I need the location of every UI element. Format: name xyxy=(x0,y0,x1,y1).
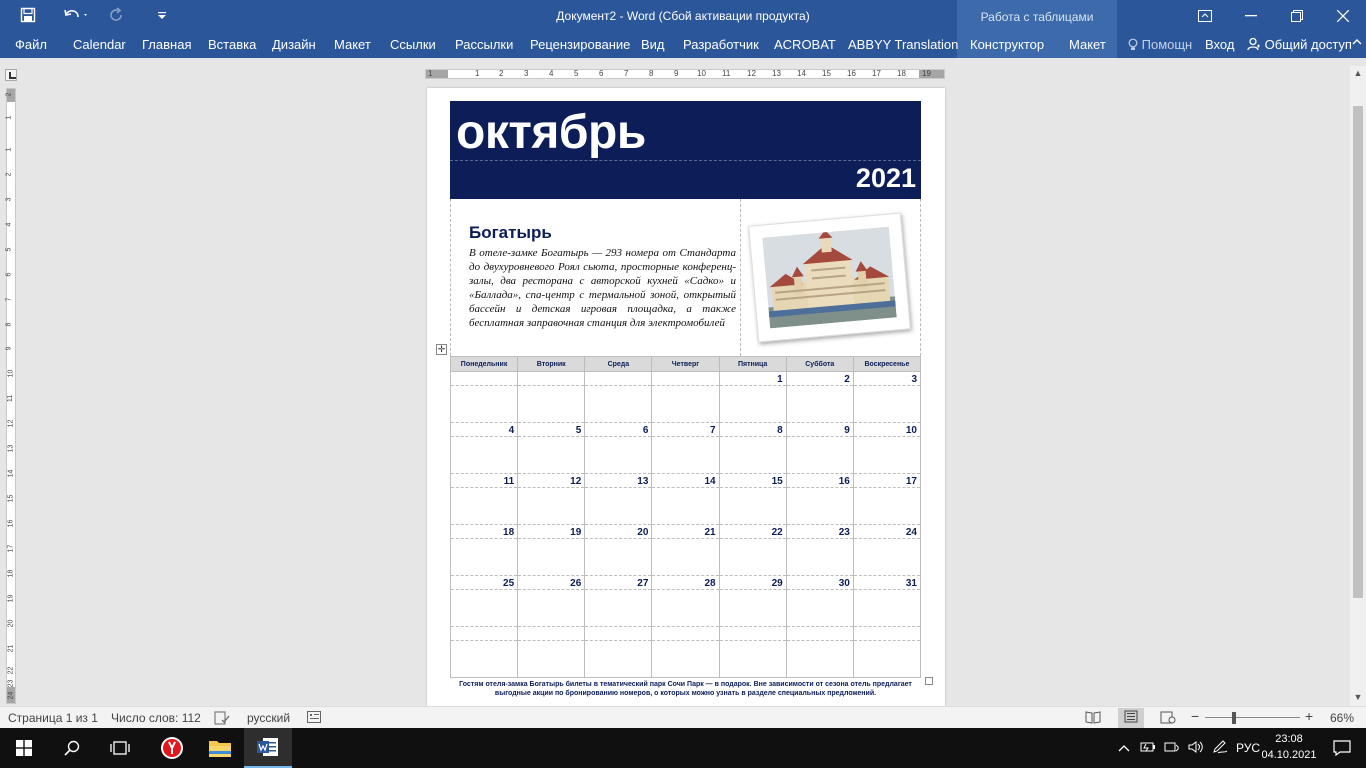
tab-view[interactable]: Вид xyxy=(641,37,665,52)
day-number-cell[interactable]: 4 xyxy=(451,423,518,437)
ruler-label: 11 xyxy=(722,69,731,78)
day-number-cell[interactable] xyxy=(585,372,652,386)
footer-note[interactable]: Гостям отеля-замка Богатырь билеты в тематический парк Сочи Парк — в подарок. Вне зависимости от сезона отель предлагает выгодные акции по бронированию номеров, о которых можно узнать в разделе специальных предложений. xyxy=(459,681,912,697)
day-notes-cell[interactable] xyxy=(451,590,518,627)
ruler-label: 8 xyxy=(5,322,13,327)
weekday-header[interactable]: Вторник xyxy=(518,357,585,372)
weekday-header[interactable]: Четверг xyxy=(652,357,719,372)
tab-table-design[interactable]: Конструктор xyxy=(970,37,1045,52)
search-icon[interactable] xyxy=(48,728,96,768)
ruler-label: 13 xyxy=(772,69,781,78)
notifications-icon[interactable] xyxy=(1318,728,1366,768)
table-move-handle[interactable]: ✛ xyxy=(437,344,446,354)
day-number-cell[interactable]: 13 xyxy=(585,474,652,488)
day-number-cell[interactable] xyxy=(518,627,585,641)
ruler-label: 7 xyxy=(624,69,629,78)
day-number-cell[interactable]: 3 xyxy=(853,372,920,386)
tab-mailings[interactable]: Рассылки xyxy=(455,37,514,52)
day-notes-cell[interactable] xyxy=(719,386,786,423)
tell-me-label: Помощн xyxy=(1141,37,1193,52)
day-number-cell[interactable]: 8 xyxy=(719,423,786,437)
day-notes-cell[interactable] xyxy=(518,488,585,525)
ruler-label: 5 xyxy=(574,69,579,78)
windows-taskbar xyxy=(0,728,1366,768)
day-number-cell[interactable]: 22 xyxy=(719,525,786,539)
day-number-cell[interactable]: 2 xyxy=(786,372,853,386)
week-notes-row xyxy=(451,437,921,474)
ruler-label: 2 xyxy=(499,69,504,78)
day-notes-cell[interactable] xyxy=(585,488,652,525)
task-view-icon[interactable] xyxy=(96,728,144,768)
day-number-cell[interactable]: 25 xyxy=(451,576,518,590)
day-notes-cell[interactable] xyxy=(652,590,719,627)
ruler-label: 18 xyxy=(897,69,906,78)
ribbon-display-icon[interactable] xyxy=(1182,0,1228,32)
day-notes-cell[interactable] xyxy=(786,539,853,576)
windows-start-icon[interactable] xyxy=(0,728,48,768)
day-notes-cell[interactable] xyxy=(518,539,585,576)
ruler-label: 1 xyxy=(5,147,13,152)
read-mode-icon[interactable] xyxy=(1085,711,1101,727)
ruler-label: 6 xyxy=(5,272,13,277)
week-date-row xyxy=(451,525,921,539)
ruler-label: 10 xyxy=(7,369,15,378)
day-notes-cell[interactable] xyxy=(853,488,920,525)
ruler-label: 1 xyxy=(428,69,433,78)
ruler-label: 1 xyxy=(5,115,13,120)
day-notes-cell[interactable] xyxy=(853,590,920,627)
zoom-out-button[interactable]: − xyxy=(1191,708,1200,724)
page-count[interactable]: Страница 1 из 1 xyxy=(8,711,98,725)
ruler-label: 5 xyxy=(5,247,13,252)
power-icon[interactable] xyxy=(1140,740,1156,757)
day-notes-cell[interactable] xyxy=(853,641,920,678)
day-notes-cell[interactable] xyxy=(786,437,853,474)
day-number-cell[interactable]: 6 xyxy=(585,423,652,437)
day-notes-cell[interactable] xyxy=(585,590,652,627)
day-number-cell[interactable]: 18 xyxy=(451,525,518,539)
ruler-label: 10 xyxy=(697,69,706,78)
day-notes-cell[interactable] xyxy=(451,386,518,423)
clock[interactable] xyxy=(1253,731,1325,763)
day-number-cell[interactable] xyxy=(585,627,652,641)
lightbulb-icon xyxy=(1128,38,1138,51)
tab-layout[interactable]: Макет xyxy=(334,37,371,52)
day-number-cell[interactable]: 30 xyxy=(786,576,853,590)
print-layout-icon[interactable] xyxy=(1118,708,1144,728)
weekday-header[interactable]: Среда xyxy=(585,357,652,372)
tab-review[interactable]: Рецензирование xyxy=(530,37,631,52)
share-person-icon xyxy=(1247,37,1261,51)
scroll-up-icon[interactable]: ▲ xyxy=(1353,68,1363,78)
tab-table-layout[interactable]: Макет xyxy=(1069,37,1106,52)
zoom-slider[interactable] xyxy=(1205,717,1300,718)
day-number-cell[interactable] xyxy=(451,627,518,641)
ruler-label: 9 xyxy=(674,69,679,78)
macro-recording-icon[interactable] xyxy=(307,711,321,726)
network-icon[interactable] xyxy=(1164,740,1180,757)
zoom-in-button[interactable]: + xyxy=(1305,708,1314,724)
ruler-label: 19 xyxy=(7,594,15,603)
context-tab-label: Работа с таблицами xyxy=(957,0,1117,32)
ruler-label: 16 xyxy=(7,519,15,528)
day-notes-cell[interactable] xyxy=(786,386,853,423)
ruler-label: 20 xyxy=(7,619,15,628)
ruler-label: 3 xyxy=(524,69,529,78)
ribbon-tabs xyxy=(0,32,1366,58)
status-bar xyxy=(0,706,1366,728)
input-language[interactable]: РУС xyxy=(1236,741,1261,755)
day-notes-cell[interactable] xyxy=(451,437,518,474)
day-notes-cell[interactable] xyxy=(853,386,920,423)
month-title[interactable]: октябрь xyxy=(456,106,646,159)
day-number-cell[interactable] xyxy=(652,372,719,386)
day-notes-cell[interactable] xyxy=(719,641,786,678)
week-date-row xyxy=(451,372,921,386)
day-notes-cell[interactable] xyxy=(652,539,719,576)
web-layout-icon[interactable] xyxy=(1160,711,1176,727)
day-number-cell[interactable]: 12 xyxy=(518,474,585,488)
week-notes-row xyxy=(451,488,921,525)
ruler-label: 24 xyxy=(7,691,15,700)
hotel-photo[interactable] xyxy=(748,213,911,343)
ruler-label: 4 xyxy=(5,222,13,227)
tab-acrobat[interactable]: ACROBAT xyxy=(774,37,836,52)
ruler-label: 21 xyxy=(7,644,15,653)
day-number-cell[interactable]: 21 xyxy=(652,525,719,539)
vertical-scrollbar[interactable] xyxy=(1350,66,1366,706)
ruler-label: 13 xyxy=(7,444,15,453)
tab-home[interactable]: Главная xyxy=(142,37,192,52)
week-date-row xyxy=(451,474,921,488)
day-number-cell[interactable] xyxy=(652,627,719,641)
hotel-heading[interactable]: Богатырь xyxy=(469,223,552,242)
day-notes-cell[interactable] xyxy=(652,641,719,678)
ruler-label: 23 xyxy=(7,679,15,688)
castle-image xyxy=(762,227,896,329)
language-indicator[interactable]: русский xyxy=(247,711,291,725)
system-tray xyxy=(1118,728,1260,768)
day-number-cell[interactable]: 17 xyxy=(853,474,920,488)
day-notes-cell[interactable] xyxy=(719,488,786,525)
ruler-label: 12 xyxy=(7,419,15,428)
minimize-button[interactable] xyxy=(1228,0,1274,32)
day-notes-cell[interactable] xyxy=(451,488,518,525)
day-number-cell[interactable]: 7 xyxy=(652,423,719,437)
day-number-cell[interactable] xyxy=(786,627,853,641)
file-explorer-icon[interactable] xyxy=(196,728,244,768)
volume-icon[interactable] xyxy=(1188,740,1204,757)
ruler-label: 17 xyxy=(7,544,15,553)
day-number-cell[interactable]: 28 xyxy=(652,576,719,590)
day-number-cell[interactable]: 5 xyxy=(518,423,585,437)
ruler-label: 7 xyxy=(5,297,13,302)
day-notes-cell[interactable] xyxy=(518,437,585,474)
ruler-label: 12 xyxy=(747,69,756,78)
tab-selector[interactable] xyxy=(5,69,17,81)
day-notes-cell[interactable] xyxy=(786,488,853,525)
day-number-cell[interactable]: 1 xyxy=(719,372,786,386)
weekday-header[interactable]: Пятница xyxy=(719,357,786,372)
hotel-description[interactable]: В отеле-замке Богатырь — 293 номера от Стандарта до двухуровневого Роял сьюта, просторные конференц-залы, два ресторана с авторской кухней «Садко» и «Баллада», спа-центр с термальной зоной, открытый бассейн и детская игровая площадка, а также бесплатная заправочная станция для электромобилей xyxy=(469,247,736,329)
ruler-label: 15 xyxy=(7,494,15,503)
zoom-level[interactable]: 66% xyxy=(1330,711,1355,725)
collapse-ribbon-icon[interactable] xyxy=(1352,34,1362,50)
weekday-header[interactable]: Суббота xyxy=(786,357,853,372)
day-number-cell[interactable]: 11 xyxy=(451,474,518,488)
day-notes-cell[interactable] xyxy=(518,641,585,678)
tab-abbyy[interactable]: ABBYY Translation xyxy=(848,37,959,52)
day-number-cell[interactable]: 24 xyxy=(853,525,920,539)
day-notes-cell[interactable] xyxy=(585,641,652,678)
day-notes-cell[interactable] xyxy=(518,590,585,627)
week-notes-row xyxy=(451,386,921,423)
zoom-slider-thumb[interactable] xyxy=(1232,712,1236,724)
restore-button[interactable] xyxy=(1274,0,1320,32)
day-number-cell[interactable]: 23 xyxy=(786,525,853,539)
day-notes-cell[interactable] xyxy=(652,437,719,474)
day-number-cell[interactable] xyxy=(853,627,920,641)
tab-file[interactable]: Файл xyxy=(15,37,47,52)
ruler-label: 9 xyxy=(5,346,13,351)
day-number-cell[interactable] xyxy=(719,627,786,641)
day-number-cell[interactable]: 31 xyxy=(853,576,920,590)
ruler-label: 8 xyxy=(649,69,654,78)
ruler-label: 14 xyxy=(7,469,15,478)
share-label: Общий доступ xyxy=(1264,37,1352,52)
table-resize-handle[interactable] xyxy=(925,677,933,685)
word-count[interactable]: Число слов: 112 xyxy=(111,711,201,725)
day-number-cell[interactable] xyxy=(518,372,585,386)
hotel-info-block xyxy=(450,199,921,356)
ruler-label: 22 xyxy=(7,666,15,675)
day-notes-cell[interactable] xyxy=(451,641,518,678)
day-notes-cell[interactable] xyxy=(853,437,920,474)
day-notes-cell[interactable] xyxy=(853,539,920,576)
week-date-row xyxy=(451,627,921,641)
day-number-cell[interactable]: 19 xyxy=(518,525,585,539)
scroll-thumb[interactable] xyxy=(1353,106,1363,598)
day-notes-cell[interactable] xyxy=(518,386,585,423)
day-notes-cell[interactable] xyxy=(719,437,786,474)
week-notes-row xyxy=(451,590,921,627)
signin-link[interactable]: Вход xyxy=(1205,37,1235,52)
tab-references[interactable]: Ссылки xyxy=(390,37,436,52)
header-divider xyxy=(450,160,921,161)
ruler-label: 2 xyxy=(5,92,13,97)
weekday-header[interactable]: Воскресенье xyxy=(853,357,920,372)
ruler-label: 16 xyxy=(847,69,856,78)
tab-insert[interactable]: Вставка xyxy=(208,37,257,52)
window-title: Документ2 - Word (Сбой активации продукта) xyxy=(556,9,810,23)
yandex-browser-icon[interactable] xyxy=(148,728,196,768)
pen-workspace-icon[interactable] xyxy=(1212,740,1228,757)
ruler-label: 2 xyxy=(5,172,13,177)
day-notes-cell[interactable] xyxy=(585,386,652,423)
day-number-cell[interactable]: 27 xyxy=(585,576,652,590)
word-app-icon[interactable] xyxy=(244,728,292,768)
week-notes-row xyxy=(451,641,921,678)
day-number-cell[interactable]: 15 xyxy=(719,474,786,488)
day-notes-cell[interactable] xyxy=(585,437,652,474)
ruler-label: 18 xyxy=(7,569,15,578)
day-notes-cell[interactable] xyxy=(719,539,786,576)
ruler-label: 1 xyxy=(475,69,480,78)
document-page[interactable] xyxy=(427,88,945,706)
day-number-cell[interactable]: 14 xyxy=(652,474,719,488)
day-notes-cell[interactable] xyxy=(451,539,518,576)
title-bar xyxy=(0,0,1366,32)
day-notes-cell[interactable] xyxy=(652,488,719,525)
day-notes-cell[interactable] xyxy=(786,590,853,627)
week-date-row xyxy=(451,576,921,590)
calendar-table xyxy=(450,356,921,678)
tell-me[interactable] xyxy=(1128,37,1192,52)
horizontal-ruler[interactable] xyxy=(425,69,945,79)
week-date-row xyxy=(451,423,921,437)
year-title[interactable]: 2021 xyxy=(855,163,916,193)
ruler-label: 11 xyxy=(7,394,15,403)
ruler-label: 19 xyxy=(922,69,931,78)
calendar-header xyxy=(450,101,921,199)
close-button[interactable] xyxy=(1320,0,1366,32)
day-number-cell[interactable]: 26 xyxy=(518,576,585,590)
ruler-label: 14 xyxy=(797,69,806,78)
proofing-icon[interactable] xyxy=(214,711,230,728)
clock-date: 04.10.2021 xyxy=(1261,749,1317,761)
ruler-label: 3 xyxy=(5,197,13,202)
clock-time: 23:08 xyxy=(1275,733,1303,745)
day-notes-cell[interactable] xyxy=(585,539,652,576)
day-notes-cell[interactable] xyxy=(652,386,719,423)
day-number-cell[interactable]: 29 xyxy=(719,576,786,590)
weekday-header[interactable]: Понедельник xyxy=(451,357,518,372)
info-column-divider xyxy=(740,199,741,356)
day-notes-cell[interactable] xyxy=(719,590,786,627)
day-number-cell[interactable]: 9 xyxy=(786,423,853,437)
day-number-cell[interactable] xyxy=(451,372,518,386)
tab-design[interactable]: Дизайн xyxy=(272,37,316,52)
day-number-cell[interactable]: 16 xyxy=(786,474,853,488)
scroll-down-icon[interactable]: ▼ xyxy=(1353,692,1363,702)
week-notes-row xyxy=(451,539,921,576)
ruler-label: 15 xyxy=(822,69,831,78)
ruler-label: 4 xyxy=(549,69,554,78)
tab-developer[interactable]: Разработчик xyxy=(683,37,759,52)
tab-calendar[interactable]: Calendar xyxy=(73,37,126,52)
show-hidden-icons[interactable] xyxy=(1118,741,1130,755)
day-number-cell[interactable]: 20 xyxy=(585,525,652,539)
share-button[interactable] xyxy=(1247,37,1352,52)
day-notes-cell[interactable] xyxy=(786,641,853,678)
ruler-label: 6 xyxy=(599,69,604,78)
vertical-ruler[interactable] xyxy=(6,88,16,704)
day-number-cell[interactable]: 10 xyxy=(853,423,920,437)
ruler-label: 17 xyxy=(872,69,881,78)
